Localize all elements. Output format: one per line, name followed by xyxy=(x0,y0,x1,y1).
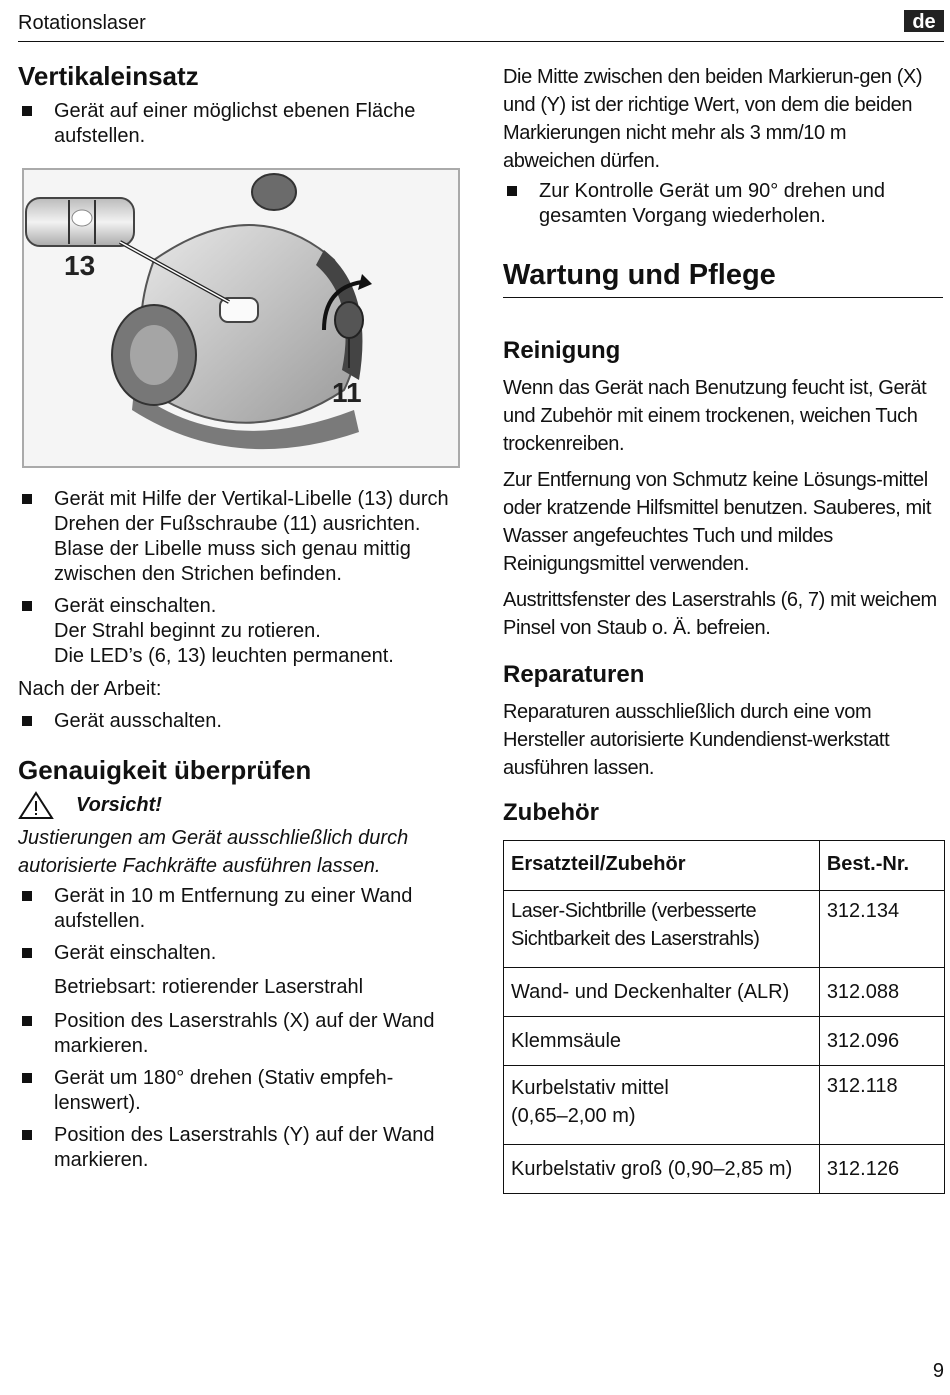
label-13: 13 xyxy=(64,250,96,281)
svg-text:de: de xyxy=(912,11,936,33)
running-title: Rotationslaser xyxy=(18,12,146,34)
heading-zubehoer: Zubehör xyxy=(503,799,599,826)
caution-text: Justierungen am Gerät ausschließlich durch autorisierte Fachkräfte ausführen lassen. xyxy=(18,827,409,877)
accessories-table xyxy=(503,840,945,1194)
nach-der-arbeit: Nach der Arbeit: xyxy=(18,678,162,700)
einschalten-line-1: Gerät einschalten. xyxy=(54,595,217,617)
heading-reinigung: Reinigung xyxy=(503,337,621,364)
table-row xyxy=(504,968,945,1017)
table-cell-nr: 312.096 xyxy=(819,1017,944,1066)
warning-triangle-icon xyxy=(18,790,54,820)
table-cell-part-text: Kurbelstativ mittel (0,65–2,00 m) xyxy=(511,1077,669,1127)
caution-label: Vorsicht! xyxy=(76,793,162,816)
bullet-position-x: Position des Laserstrahls (X) auf der Wand markieren. xyxy=(18,1009,470,1059)
bullet-drehen-180: Gerät um 180° drehen (Stativ empfeh-lenswert). xyxy=(18,1066,470,1116)
table-row xyxy=(504,1145,945,1194)
table-cell-nr: 312.088 xyxy=(819,968,944,1017)
heading-reparaturen: Reparaturen xyxy=(503,661,645,688)
right-column xyxy=(503,63,943,1194)
table-cell-part xyxy=(504,1066,820,1145)
bullet-entfernung: Gerät in 10 m Entfernung zu einer Wand aufstellen. xyxy=(18,884,470,934)
left-column xyxy=(18,60,470,1173)
bullet-kontrolle-90: Zur Kontrolle Gerät um 90° drehen und gesamten Vorgang wiederholen. xyxy=(503,179,943,229)
page-number: 9 xyxy=(932,1360,944,1382)
table-row xyxy=(504,891,945,968)
header-rule xyxy=(18,41,944,42)
label-11: 11 xyxy=(332,377,362,408)
table-cell-nr: 312.118 xyxy=(819,1066,944,1145)
reinigung-p2: Zur Entfernung von Schmutz keine Lösungs-mittel oder kratzende Hilfsmittel benutzen. Sauberes, mit Wasser angefeuchtes Tuch und mildes Reinigungsmittel verwenden. xyxy=(503,469,931,575)
heading-vertikaleinsatz: Vertikaleinsatz xyxy=(18,61,199,91)
table-cell-part: Klemmsäule xyxy=(504,1017,820,1066)
table-cell-part: Wand- und Deckenhalter (ALR) xyxy=(504,968,820,1017)
reparaturen-text: Reparaturen ausschließlich durch eine vom Hersteller autorisierte Kundendienst-werkstatt ausführen lassen. xyxy=(503,701,890,779)
bullet-einschalten-2: Gerät einschalten. xyxy=(18,941,470,966)
table-row xyxy=(504,1066,945,1145)
col-ersatzteil: Ersatzteil/Zubehör xyxy=(504,841,820,891)
bullet-einschalten xyxy=(18,594,470,669)
table-cell-part: Kurbelstativ groß (0,90–2,85 m) xyxy=(504,1145,820,1194)
bullet-ausrichten: Gerät mit Hilfe der Vertikal-Libelle (13) durch Drehen der Fußschraube (11) ausrichten. Blase der Libelle muss sich genau mittig zwischen den Strichen befinden. xyxy=(18,487,470,587)
table-cell-nr: 312.126 xyxy=(819,1145,944,1194)
betriebsart: Betriebsart: rotierender Laserstrahl xyxy=(54,976,364,998)
table-row xyxy=(504,1017,945,1066)
einschalten-line-2: Der Strahl beginnt zu rotieren. xyxy=(54,620,321,642)
reinigung-p1: Wenn das Gerät nach Benutzung feucht ist, Gerät und Zubehör mit einem trockenen, weichen Tuch trockenreiben. xyxy=(503,377,927,455)
heading-genauigkeit: Genauigkeit überprüfen xyxy=(18,755,312,785)
bullet-aufstellen: Gerät auf einer möglichst ebenen Fläche aufstellen. xyxy=(18,99,470,149)
language-badge xyxy=(904,8,944,34)
device-figure xyxy=(22,168,460,468)
table-cell-part: Laser-Sichtbrille (verbesserte Sichtbarkeit des Laserstrahls) xyxy=(504,891,820,968)
rotation-laser-illustration xyxy=(24,170,458,466)
mitte-paragraph: Die Mitte zwischen den beiden Markierun-gen (X) und (Y) ist der richtige Wert, von dem die beiden Markierungen nicht mehr als 3 mm/10 m abweichen dürfen. xyxy=(503,66,923,172)
table-header-row xyxy=(504,841,945,891)
col-bestnr: Best.-Nr. xyxy=(819,841,944,891)
caution-line xyxy=(18,790,470,820)
table-cell-nr: 312.134 xyxy=(819,891,944,968)
reinigung-p3: Austrittsfenster des Laserstrahls (6, 7) mit weichem Pinsel von Staub o. Ä. befreien. xyxy=(503,589,937,639)
einschalten-line-3: Die LED’s (6, 13) leuchten permanent. xyxy=(54,645,394,667)
heading-wartung: Wartung und Pflege xyxy=(503,259,776,291)
bullet-position-y: Position des Laserstrahls (Y) auf der Wand markieren. xyxy=(18,1123,470,1173)
bullet-ausschalten: Gerät ausschalten. xyxy=(18,709,470,734)
